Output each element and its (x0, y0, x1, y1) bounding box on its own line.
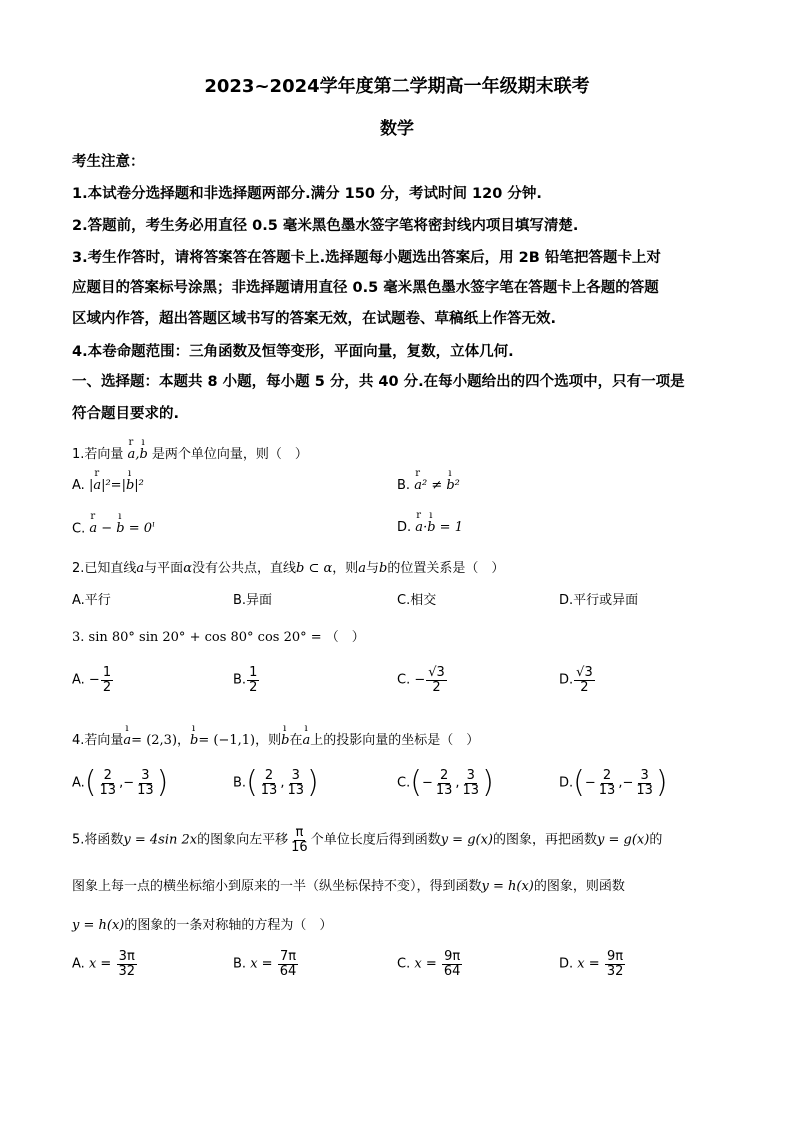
q4-option-a[interactable]: A.( $\frac{2}{13}$ ,− $\frac{3}{13}$ ) (72, 765, 169, 800)
q5-option-c[interactable]: C. x = $\frac{9\pi}{64}$ (397, 949, 461, 979)
question-2-stem: 2.已知直线a与平面α没有公共点，直线b ⊂ α，则a与b的位置关系是（ ） (72, 561, 505, 576)
notes-heading: 考生注意： (72, 154, 145, 170)
note-item: 3.考生作答时，请将答案答在答题卡上.选择题每小题选出答案后，用 2B 铅笔把答题卡上对 (72, 250, 661, 266)
q2-option-c[interactable]: C.相交 (397, 593, 437, 608)
question-1-stem: 1.若向量 r a,ı b 是两个单位向量，则（ ） (72, 443, 308, 462)
subject-title: 数学 (380, 119, 414, 139)
q5-option-a[interactable]: A. x = $\frac{3\pi}{32}$ (72, 949, 135, 979)
q5-option-b[interactable]: B. x = $\frac{7\pi}{64}$ (233, 949, 297, 979)
question-5-line-1: 5.将函数y = 4sin 2x的图象向左平移 $\frac{\pi}{16}$ 个单位长度后得到函数y = g(x)的图象，再把函数y = g(x)的 (72, 825, 663, 855)
vector-ab: r a,ı b (128, 447, 148, 462)
q4-option-d[interactable]: D.(− $\frac{2}{13}$ ,− $\frac{3}{13}$ ) (559, 765, 668, 800)
q3-option-d[interactable]: D. $\frac{√3}{2}$ (559, 665, 593, 695)
q2-option-b[interactable]: B.异面 (233, 593, 273, 608)
note-item: 应题目的答案标号涂黑；非选择题请用直径 0.5 毫米黑色墨水签字笔在答题卡上各题的答题 (72, 280, 659, 296)
q2-option-d[interactable]: D.平行或异面 (559, 593, 639, 608)
q3-option-c[interactable]: C. − $\frac{√3}{2}$ (397, 665, 445, 695)
note-item: 1.本试卷分选择题和非选择题两部分.满分 150 分，考试时间 120 分钟. (72, 186, 542, 202)
q4-option-c[interactable]: C.(− $\frac{2}{13}$ , $\frac{3}{13}$ ) (397, 765, 494, 800)
section-heading: 一、选择题：本题共 8 小题，每小题 5 分，共 40 分.在每小题给出的四个选项中，只有一项是 (72, 374, 685, 390)
q5-option-d[interactable]: D. x = $\frac{9\pi}{32}$ (559, 949, 624, 979)
q3-option-b[interactable]: B. $\frac{1}{2}$ (233, 665, 258, 695)
note-item: 4.本卷命题范围：三角函数及恒等变形，平面向量，复数，立体几何. (72, 344, 514, 360)
q1-option-d[interactable]: D. r a·ı b = 1 (397, 520, 463, 535)
question-3-stem: 3. sin 80° sin 20° + cos 80° cos 20° = （ ） (72, 630, 365, 645)
note-item: 区域内作答，超出答题区域书写的答案无效，在试题卷、草稿纸上作答无效. (72, 311, 557, 327)
question-4-stem: 4.若向量ı a= (2,3)，ı b= (−1,1)，则ı b在ı a上的投影向量的坐标是（ ） (72, 729, 479, 748)
question-5-line-2: 图象上每一点的横坐标缩小到原来的一半（纵坐标保持不变），得到函数y = h(x)的图象，则函数 (72, 879, 625, 894)
section-heading-cont: 符合题目要求的. (72, 406, 180, 422)
q3-option-a[interactable]: A. − $\frac{1}{2}$ (72, 665, 112, 695)
q4-option-b[interactable]: B.( $\frac{2}{13}$ , $\frac{3}{13}$ ) (233, 765, 319, 800)
note-item: 2.答题前，考生务必用直径 0.5 毫米黑色墨水签字笔将密封线内项目填写清楚. (72, 218, 579, 234)
q2-option-a[interactable]: A.平行 (72, 593, 111, 608)
exam-title: 2023~2024学年度第二学期高一年级期末联考 (204, 76, 590, 97)
q1-option-b[interactable]: B. r a² ≠ ı b² (397, 478, 460, 493)
question-5-line-3: y = h(x)的图象的一条对称轴的方程为（ ） (72, 918, 333, 933)
q1-option-c[interactable]: C. r a − ı $b = 0^ı$ (72, 520, 155, 536)
q1-option-a[interactable]: A. |r a|²=|ı b|² (72, 478, 144, 493)
